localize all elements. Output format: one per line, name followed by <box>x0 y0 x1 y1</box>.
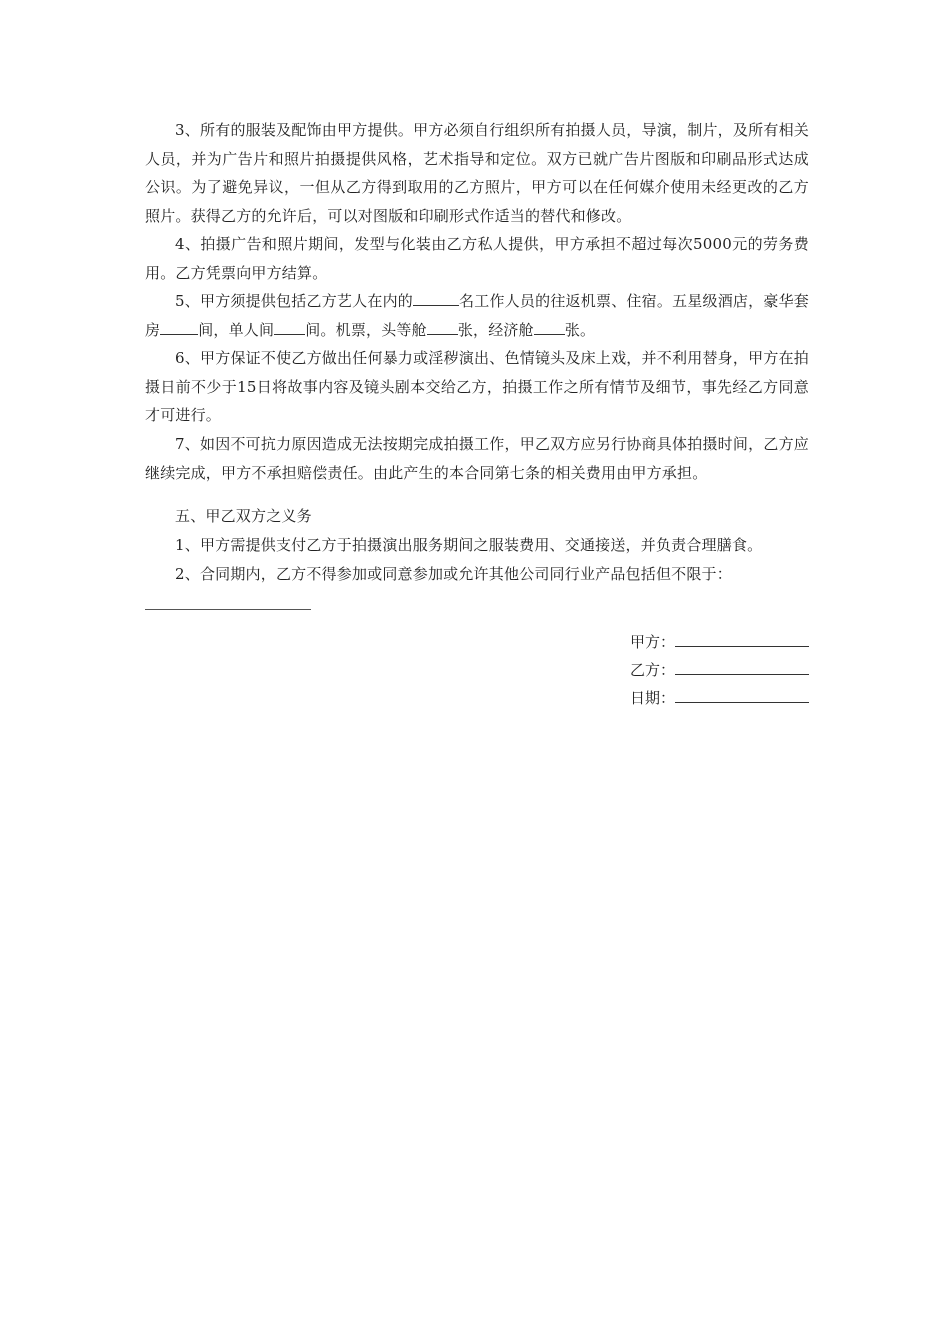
single-room-count-blank <box>274 318 305 335</box>
signature-party-a <box>630 628 809 656</box>
clause-4: 4、拍摄广告和照片期间，发型与化装由乙方私人提供，甲方承担不超过每次5000元的劳务费用。乙方凭票向甲方结算。 <box>145 235 809 282</box>
section-5-item-1: 1、甲方需提供支付乙方于拍摄演出服务期间之服装费用、交通接送，并负责合理膳食。 <box>175 536 763 554</box>
party-a-signature-line <box>675 630 809 647</box>
suite-count-blank <box>160 318 198 335</box>
clause-5-text-4: 间。机票，头等舱 <box>305 320 427 339</box>
signature-date <box>630 684 809 712</box>
party-a-label: 甲方： <box>629 633 675 651</box>
clause-5 <box>145 287 809 344</box>
clause-6: 6、甲方保证不使乙方做出任何暴力或淫秽演出、色情镜头及床上戏，并不利用替身，甲方在拍摄日前不少于15日将故事内容及镜头剧本交给乙方，拍摄工作之所有情节及细节，事先经乙方同意才可进行。 <box>145 349 809 424</box>
economy-count-blank <box>534 318 565 335</box>
footnote-rule <box>145 609 311 610</box>
section-5-title: 五、甲乙双方之义务 <box>175 507 312 525</box>
staff-count-blank <box>413 289 459 306</box>
clause-5-text-1: 5、甲方须提供包括乙方艺人在内的 <box>175 292 414 310</box>
clause-5-text-5: 张，经济舱 <box>457 320 534 339</box>
party-b-label: 乙方： <box>629 661 675 679</box>
clause-3: 3、所有的服装及配饰由甲方提供。甲方必须自行组织所有拍摄人员，导演，制片，及所有相关人员，并为广告片和照片拍摄提供风格，艺术指导和定位。双方已就广告片图版和印刷品形式达成公识。为了避免异议，一但从乙方得到取用的乙方照片，甲方可以在任何媒介使用未经更改的乙方照片。获得乙方的允许后，可以对图版和印刷形式作适当的替代和修改。 <box>145 121 809 225</box>
section-5-item-2: 2、合同期内，乙方不得参加或同意参加或允许其他公司同行业产品包括但不限于： <box>175 565 732 583</box>
date-line <box>675 686 809 703</box>
party-b-signature-line <box>675 658 809 675</box>
clause-5-text-6: 张。 <box>564 320 596 339</box>
clause-7: 7、如因不可抗力原因造成无法按期完成拍摄工作，甲乙双方应另行协商具体拍摄时间，乙方应继续完成，甲方不承担赔偿责任。由此产生的本合同第七条的相关费用由甲方承担。 <box>145 435 809 482</box>
clause-5-text-3: 间，单人间 <box>198 320 275 339</box>
signature-party-b <box>630 656 809 684</box>
date-label: 日期： <box>629 689 675 707</box>
first-class-count-blank <box>427 318 458 335</box>
clause-5-text-2: 名工作人员的往返机票、住宿。五星级酒店，豪华套房 <box>145 292 809 339</box>
